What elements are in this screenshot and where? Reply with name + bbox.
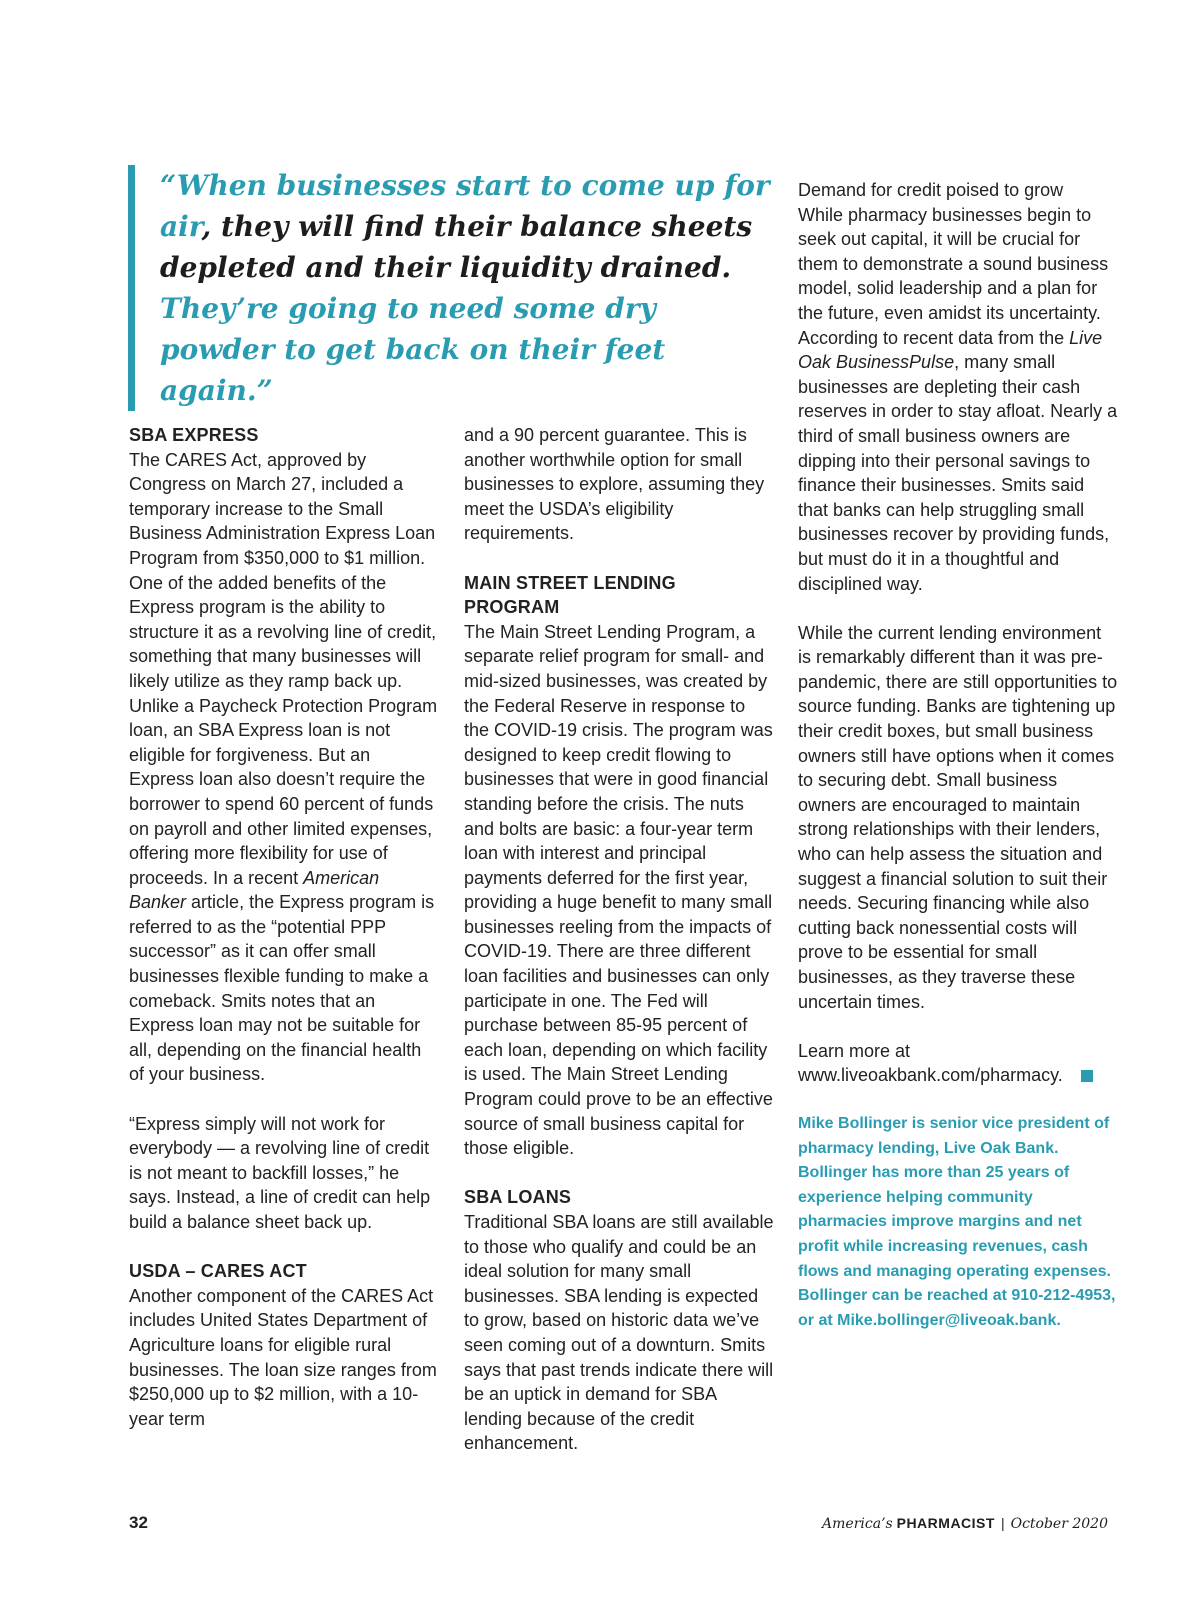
publication-name: American Banker: [129, 867, 380, 913]
text-run: article, the Express program is referred to as the “potential PPP successor” as it can offer small businesses flexible funding to make a comeback. Smits notes that an Express loan may not be suitable for all, depending on the financial health of your business.: [129, 892, 435, 1085]
paragraph-usda: Another component of the CARES Act includes United States Department of Agriculture loans for eligible rural businesses. The loan size ranges from $250,000 up to $2 million, with a 10-year term: [129, 1285, 437, 1429]
paragraph-demand: [798, 203, 1118, 597]
magazine-name: PHARMACIST: [896, 1515, 995, 1531]
paragraph-usda-continued: and a 90 percent guarantee. This is another worthwhile option for small businesses to explore, assuming they meet the USDA’s eligibility requirements.: [464, 425, 765, 544]
learn-more-link[interactable]: Learn more at www.liveoakbank.com/pharmacy.: [798, 1040, 1063, 1086]
heading-main-street: MAIN STREET LENDING PROGRAM: [464, 572, 676, 618]
issue-date: October 2020: [1010, 1516, 1108, 1532]
paragraph-learn-more: [798, 1039, 1118, 1088]
pull-quote: [128, 165, 770, 411]
paragraph-sba-loans: Traditional SBA loans are still available to those who qualify and could be an ideal solution for many small businesses. SBA lending is expected to grow, based on historic data we’ve seen coming out of a downturn. Smits says that past trends indicate there will be an uptick in demand for SBA lending because of the credit enhancement.: [464, 1212, 774, 1454]
magazine-prefix: America’s: [822, 1516, 893, 1532]
pull-quote-part-2: , they will find their balance sheets depleted and their liquidity drained.: [160, 210, 753, 284]
page-number: 32: [129, 1513, 148, 1532]
footer-separator: |: [1000, 1515, 1005, 1531]
pull-quote-part-1: “When businesses start to come up for air: [160, 169, 770, 243]
heading-sba-loans: SBA LOANS: [464, 1187, 572, 1208]
column-2: [464, 423, 774, 1456]
paragraph-express-quote: “Express simply will not work for everybody — a revolving line of credit is not meant to backfill losses,” he says. Instead, a line of credit can help build a balance sheet back up.: [129, 1113, 431, 1232]
heading-sba-express: SBA EXPRESS: [129, 425, 259, 445]
text-run: The CARES Act, approved by Congress on March 27, included a temporary increase to the Small Business Administration Express Loan Program from $350,000 to $1 million. One of the added benefits of the Express program is the ability to structure it as a revolving line of credit, something that many businesses will likely utilize as they ramp back up. Unlike a Paycheck Protection Program loan, an SBA Express loan is not eligible for forgiveness. But an Express loan also doesn’t require the borrower to spend 60 percent of funds on payroll and other limited expenses, offering more flexibility for use of proceeds. In a recent: [129, 449, 438, 888]
running-footer: [822, 1515, 1108, 1532]
paragraph-sba-express: [129, 448, 439, 1087]
subheading-demand: Demand for credit poised to grow: [798, 180, 1064, 200]
text-run: While pharmacy businesses begin to seek out capital, it will be crucial for them to demonstrate a sound business model, solid leadership and a plan for the future, even amidst its uncertainty. According to recent data from the: [798, 204, 1109, 348]
column-3: [798, 178, 1118, 1333]
publication-name: Live Oak BusinessPulse: [798, 327, 1103, 373]
paragraph-main-street: The Main Street Lending Program, a separate relief program for small- and mid-sized businesses, was created by the Federal Reserve in response to the COVID-19 crisis. The program was designed to keep credit flowing to businesses that were in good financial standing before the crisis. The nuts and bolts are basic: a four-year term loan with interest and principal payments deferred for the first year, providing a huge benefit to many small businesses reeling from the impacts of COVID-19. There are three different loan facilities and businesses can only participate in one. The Fed will purchase between 85-95 percent of each loan, depending on which facility is used. The Main Street Lending Program could prove to be an effective source of small business capital for those eligible.: [464, 621, 773, 1159]
author-bio: Mike Bollinger is senior vice president of pharmacy lending, Live Oak Bank. Bollinger has more than 25 years of experience helping community pharmacies improve margins and net profit while increasing revenues, cash flows and managing operating expenses. Bollinger can be reached at 910-212-4953, or at Mike.bollinger@liveoak.bank.: [798, 1114, 1116, 1329]
column-1: [129, 423, 439, 1431]
paragraph-lending-environment: While the current lending environment is remarkably different than it was pre-pandemic, there are still opportunities to source funding. Banks are tightening up their credit boxes, but small business owners still have options when it comes to securing debt. Small business owners are encouraged to maintain strong relationships with their lenders, who can help assess the situation and suggest a financial solution to suit their needs. Securing financing while also cutting back nonessential costs will prove to be essential for small businesses, as they traverse these uncertain times.: [798, 622, 1118, 1012]
text-run: , many small businesses are depleting their cash reserves in order to stay afloat. Nearly a third of small business owners are dipping into their personal savings to finance their businesses. Smits said that banks can help struggling small businesses recover by providing funds, but must do it in a thoughtful and disciplined way.: [798, 352, 1118, 594]
pull-quote-part-3: They’re going to need some dry powder to get back on their feet again.”: [160, 292, 666, 407]
end-mark-square-icon: [1081, 1070, 1093, 1082]
heading-usda-cares: USDA – CARES ACT: [129, 1261, 307, 1282]
